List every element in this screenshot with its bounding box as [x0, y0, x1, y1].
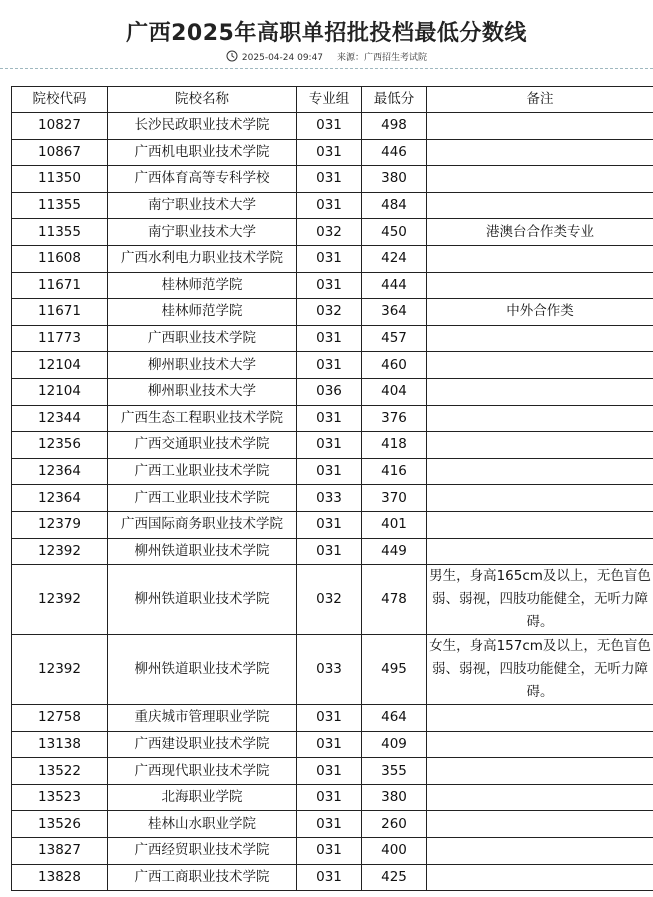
source-name: 广西招生考试院 — [364, 53, 428, 63]
note-cell: 女生，身高157cm及以上，无色盲色弱、弱视，四肢功能健全，无听力障碍。 — [427, 635, 653, 705]
table-row — [12, 838, 653, 865]
school-name-cell: 北海职业学院 — [108, 784, 297, 811]
note-cell — [427, 192, 653, 219]
table-row — [12, 565, 653, 635]
major-group-cell: 031 — [297, 113, 362, 140]
note-cell — [427, 272, 653, 299]
table-row — [12, 245, 653, 272]
source-label: 来源： — [337, 53, 365, 63]
table-row — [12, 635, 653, 705]
school-code-cell: 11350 — [12, 166, 108, 193]
table-header-row — [12, 87, 653, 113]
min-score-cell: 401 — [362, 511, 427, 538]
school-code-cell: 11355 — [12, 192, 108, 219]
school-code-cell: 13828 — [12, 864, 108, 891]
school-name-cell: 广西职业技术学院 — [108, 325, 297, 352]
note-cell — [427, 378, 653, 405]
school-code-cell: 12758 — [12, 705, 108, 732]
table-row — [12, 432, 653, 459]
school-code-cell: 11355 — [12, 219, 108, 246]
table-row — [12, 113, 653, 140]
page-title: 广西2025年高职单招批投档最低分数线 — [126, 21, 527, 46]
min-score-cell: 444 — [362, 272, 427, 299]
school-name-cell: 南宁职业技术大学 — [108, 192, 297, 219]
major-group-cell: 031 — [297, 352, 362, 379]
note-cell: 港澳台合作类专业 — [427, 219, 653, 246]
note-cell — [427, 731, 653, 758]
major-group-cell: 033 — [297, 635, 362, 705]
table-row — [12, 538, 653, 565]
min-score-cell: 418 — [362, 432, 427, 459]
min-score-cell: 416 — [362, 458, 427, 485]
school-name-cell: 重庆城市管理职业学院 — [108, 705, 297, 732]
major-group-cell: 031 — [297, 864, 362, 891]
major-group-cell: 031 — [297, 405, 362, 432]
major-group-cell: 033 — [297, 485, 362, 512]
note-cell — [427, 113, 653, 140]
school-code-cell: 12104 — [12, 352, 108, 379]
note-cell — [427, 538, 653, 565]
note-cell — [427, 458, 653, 485]
school-name-cell: 广西交通职业技术学院 — [108, 432, 297, 459]
note-cell — [427, 432, 653, 459]
school-name-cell: 广西体育高等专科学校 — [108, 166, 297, 193]
table-row — [12, 139, 653, 166]
major-group-cell: 031 — [297, 166, 362, 193]
school-code-cell: 12104 — [12, 378, 108, 405]
note-cell — [427, 352, 653, 379]
school-name-cell: 广西工商职业技术学院 — [108, 864, 297, 891]
header-min-score: 最低分 — [362, 87, 427, 113]
school-name-cell: 柳州铁道职业技术学院 — [108, 538, 297, 565]
school-code-cell: 13523 — [12, 784, 108, 811]
note-cell — [427, 864, 653, 891]
table-row — [12, 299, 653, 326]
table-row — [12, 705, 653, 732]
table-row — [12, 811, 653, 838]
min-score-cell: 464 — [362, 705, 427, 732]
school-code-cell: 12392 — [12, 538, 108, 565]
major-group-cell: 031 — [297, 325, 362, 352]
min-score-cell: 425 — [362, 864, 427, 891]
school-name-cell: 广西工业职业技术学院 — [108, 458, 297, 485]
major-group-cell: 031 — [297, 139, 362, 166]
school-code-cell: 12392 — [12, 565, 108, 635]
school-name-cell: 广西水利电力职业技术学院 — [108, 245, 297, 272]
table-row — [12, 325, 653, 352]
major-group-cell: 031 — [297, 784, 362, 811]
clock-icon — [226, 50, 238, 65]
major-group-cell: 031 — [297, 272, 362, 299]
divider — [0, 68, 653, 69]
school-name-cell: 广西国际商务职业技术学院 — [108, 511, 297, 538]
table-row — [12, 166, 653, 193]
major-group-cell: 031 — [297, 458, 362, 485]
school-name-cell: 柳州铁道职业技术学院 — [108, 565, 297, 635]
min-score-cell: 404 — [362, 378, 427, 405]
school-name-cell: 南宁职业技术大学 — [108, 219, 297, 246]
major-group-cell: 031 — [297, 511, 362, 538]
school-code-cell: 12392 — [12, 635, 108, 705]
note-cell — [427, 511, 653, 538]
school-code-cell: 12364 — [12, 458, 108, 485]
school-code-cell: 11608 — [12, 245, 108, 272]
min-score-cell: 370 — [362, 485, 427, 512]
table-row — [12, 511, 653, 538]
note-cell: 男生，身高165cm及以上，无色盲色弱、弱视，四肢功能健全，无听力障碍。 — [427, 565, 653, 635]
school-code-cell: 12356 — [12, 432, 108, 459]
min-score-cell: 446 — [362, 139, 427, 166]
note-cell — [427, 139, 653, 166]
min-score-cell: 460 — [362, 352, 427, 379]
school-code-cell: 11671 — [12, 299, 108, 326]
note-cell: 中外合作类 — [427, 299, 653, 326]
min-score-cell: 400 — [362, 838, 427, 865]
note-cell — [427, 325, 653, 352]
major-group-cell: 031 — [297, 811, 362, 838]
min-score-cell: 478 — [362, 565, 427, 635]
min-score-cell: 380 — [362, 166, 427, 193]
note-cell — [427, 758, 653, 785]
table-row — [12, 378, 653, 405]
major-group-cell: 032 — [297, 219, 362, 246]
school-name-cell: 广西现代职业技术学院 — [108, 758, 297, 785]
table-row — [12, 192, 653, 219]
publish-datetime: 2025-04-24 09:47 — [241, 53, 324, 63]
table-row — [12, 864, 653, 891]
table-row — [12, 731, 653, 758]
note-cell — [427, 838, 653, 865]
major-group-cell: 032 — [297, 565, 362, 635]
min-score-cell: 450 — [362, 219, 427, 246]
school-code-cell: 13526 — [12, 811, 108, 838]
header-note: 备注 — [427, 87, 653, 113]
note-cell — [427, 705, 653, 732]
min-score-cell: 364 — [362, 299, 427, 326]
header-school-name: 院校名称 — [108, 87, 297, 113]
min-score-cell: 449 — [362, 538, 427, 565]
major-group-cell: 031 — [297, 758, 362, 785]
note-cell — [427, 405, 653, 432]
table-row — [12, 758, 653, 785]
min-score-cell: 457 — [362, 325, 427, 352]
min-score-cell: 498 — [362, 113, 427, 140]
school-code-cell: 13827 — [12, 838, 108, 865]
header-school-code: 院校代码 — [12, 87, 108, 113]
school-name-cell: 柳州职业技术大学 — [108, 352, 297, 379]
school-code-cell: 12364 — [12, 485, 108, 512]
min-score-cell: 495 — [362, 635, 427, 705]
school-code-cell: 12379 — [12, 511, 108, 538]
min-score-cell: 409 — [362, 731, 427, 758]
note-cell — [427, 245, 653, 272]
major-group-cell: 031 — [297, 838, 362, 865]
school-code-cell: 11773 — [12, 325, 108, 352]
school-name-cell: 柳州铁道职业技术学院 — [108, 635, 297, 705]
note-cell — [427, 784, 653, 811]
table-row — [12, 272, 653, 299]
major-group-cell: 031 — [297, 705, 362, 732]
table-row — [12, 485, 653, 512]
major-group-cell: 031 — [297, 731, 362, 758]
min-score-cell: 260 — [362, 811, 427, 838]
major-group-cell: 031 — [297, 245, 362, 272]
major-group-cell: 036 — [297, 378, 362, 405]
table-row — [12, 405, 653, 432]
min-score-cell: 355 — [362, 758, 427, 785]
min-score-cell: 376 — [362, 405, 427, 432]
school-name-cell: 桂林山水职业学院 — [108, 811, 297, 838]
min-score-cell: 424 — [362, 245, 427, 272]
school-name-cell: 柳州职业技术大学 — [108, 378, 297, 405]
school-code-cell: 13522 — [12, 758, 108, 785]
min-score-cell: 484 — [362, 192, 427, 219]
school-code-cell: 10867 — [12, 139, 108, 166]
header-major-group: 专业组 — [297, 87, 362, 113]
table-row — [12, 352, 653, 379]
note-cell — [427, 811, 653, 838]
school-name-cell: 广西机电职业技术学院 — [108, 139, 297, 166]
note-cell — [427, 166, 653, 193]
school-name-cell: 长沙民政职业技术学院 — [108, 113, 297, 140]
school-name-cell: 广西经贸职业技术学院 — [108, 838, 297, 865]
min-score-cell: 380 — [362, 784, 427, 811]
school-code-cell: 10827 — [12, 113, 108, 140]
major-group-cell: 031 — [297, 538, 362, 565]
school-code-cell: 11671 — [12, 272, 108, 299]
school-name-cell: 桂林师范学院 — [108, 272, 297, 299]
school-code-cell: 12344 — [12, 405, 108, 432]
school-name-cell: 桂林师范学院 — [108, 299, 297, 326]
major-group-cell: 031 — [297, 192, 362, 219]
school-name-cell: 广西工业职业技术学院 — [108, 485, 297, 512]
school-code-cell: 13138 — [12, 731, 108, 758]
major-group-cell: 032 — [297, 299, 362, 326]
school-name-cell: 广西建设职业技术学院 — [108, 731, 297, 758]
table-row — [12, 784, 653, 811]
table-row — [12, 458, 653, 485]
admission-score-table — [11, 86, 653, 891]
note-cell — [427, 485, 653, 512]
school-name-cell: 广西生态工程职业技术学院 — [108, 405, 297, 432]
article-meta — [0, 50, 653, 65]
table-row — [12, 219, 653, 246]
major-group-cell: 031 — [297, 432, 362, 459]
